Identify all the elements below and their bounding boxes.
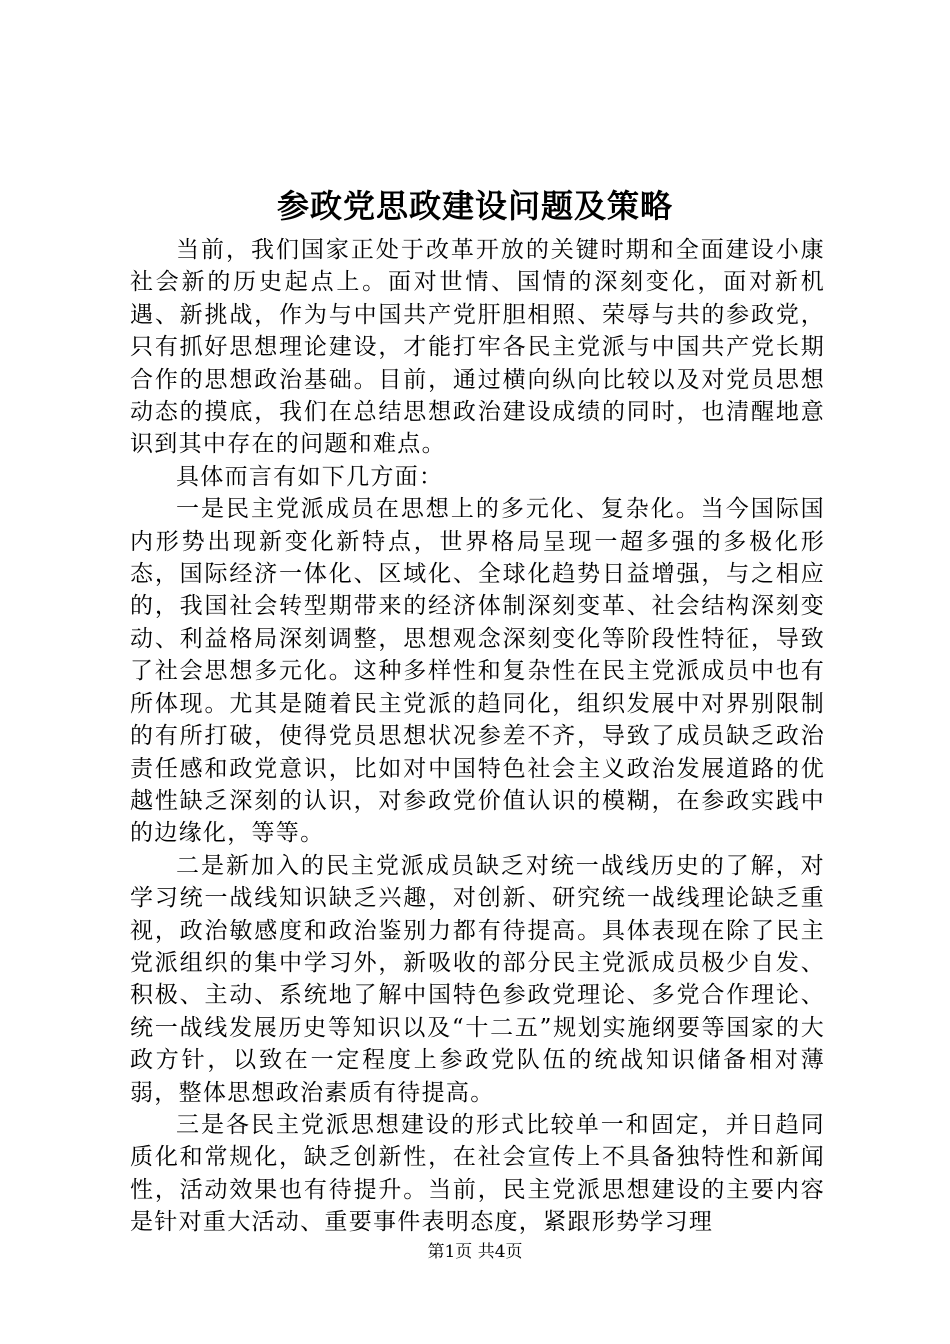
paragraph-point-three: 三是各民主党派思想建设的形式比较单一和固定，并日趋同质化和常规化，缺乏创新性，在社会宣传上不具备独特性和新闻性，活动效果也有待提升。当前，民主党派思想建设的主要内容是针对重大活动、重要事件表明态度，紧跟形势学习理 xyxy=(130,1111,825,1236)
paragraph-point-two: 二是新加入的民主党派成员缺乏对统一战线历史的了解，对学习统一战线知识缺乏兴趣，对创新、研究统一战线理论缺乏重视，政治敏感度和政治鉴别力都有待提高。具体表现在除了民主党派组织的集中学习外，新吸收的部分民主党派成员极少自发、积极、主动、系统地了解中国特色参政党理论、多党合作理论、统一战线发展历史等知识以及“十二五”规划实施纲要等国家的大政方针，以致在一定程度上参政党队伍的统战知识储备相对薄弱，整体思想政治素质有待提高。 xyxy=(130,852,825,1106)
paragraph-intro: 当前，我们国家正处于改革开放的关键时期和全面建设小康社会新的历史起点上。面对世情、国情的深刻变化，面对新机遇、新挑战，作为与中国共产党肝胆相照、荣辱与共的参政党，只有抓好思想理论建设，才能打牢各民主党派与中国共产党长期合作的思想政治基础。目前，通过横向纵向比较以及对党员思想动态的摸底，我们在总结思想政治建设成绩的同时，也清醒地意识到其中存在的问题和难点。 xyxy=(130,237,825,458)
paragraph-point-one: 一是民主党派成员在思想上的多元化、复杂化。当今国际国内形势出现新变化新特点，世界格局呈现一超多强的多极化形态，国际经济一体化、区域化、全球化趋势日益增强，与之相应的，我国社会转型期带来的经济体制深刻变革、社会结构深刻变动、利益格局深刻调整，思想观念深刻变化等阶段性特征，导致了社会思想多元化。这种多样性和复杂性在民主党派成员中也有所体现。尤其是随着民主党派的趋同化，组织发展中对界别限制的有所打破，使得党员思想状况参差不齐，导致了成员缺乏政治责任感和政党意识，比如对中国特色社会主义政治发展道路的优越性缺乏深刻的认识，对参政党价值认识的模糊，在参政实践中的边缘化，等等。 xyxy=(130,496,825,847)
document-body xyxy=(130,234,825,1239)
page-number-footer: 第1页 共4页 xyxy=(427,1242,523,1262)
document-title: 参政党思政建设问题及策略 xyxy=(276,187,673,225)
paragraph-overview: 具体而言有如下几方面： xyxy=(176,463,444,490)
